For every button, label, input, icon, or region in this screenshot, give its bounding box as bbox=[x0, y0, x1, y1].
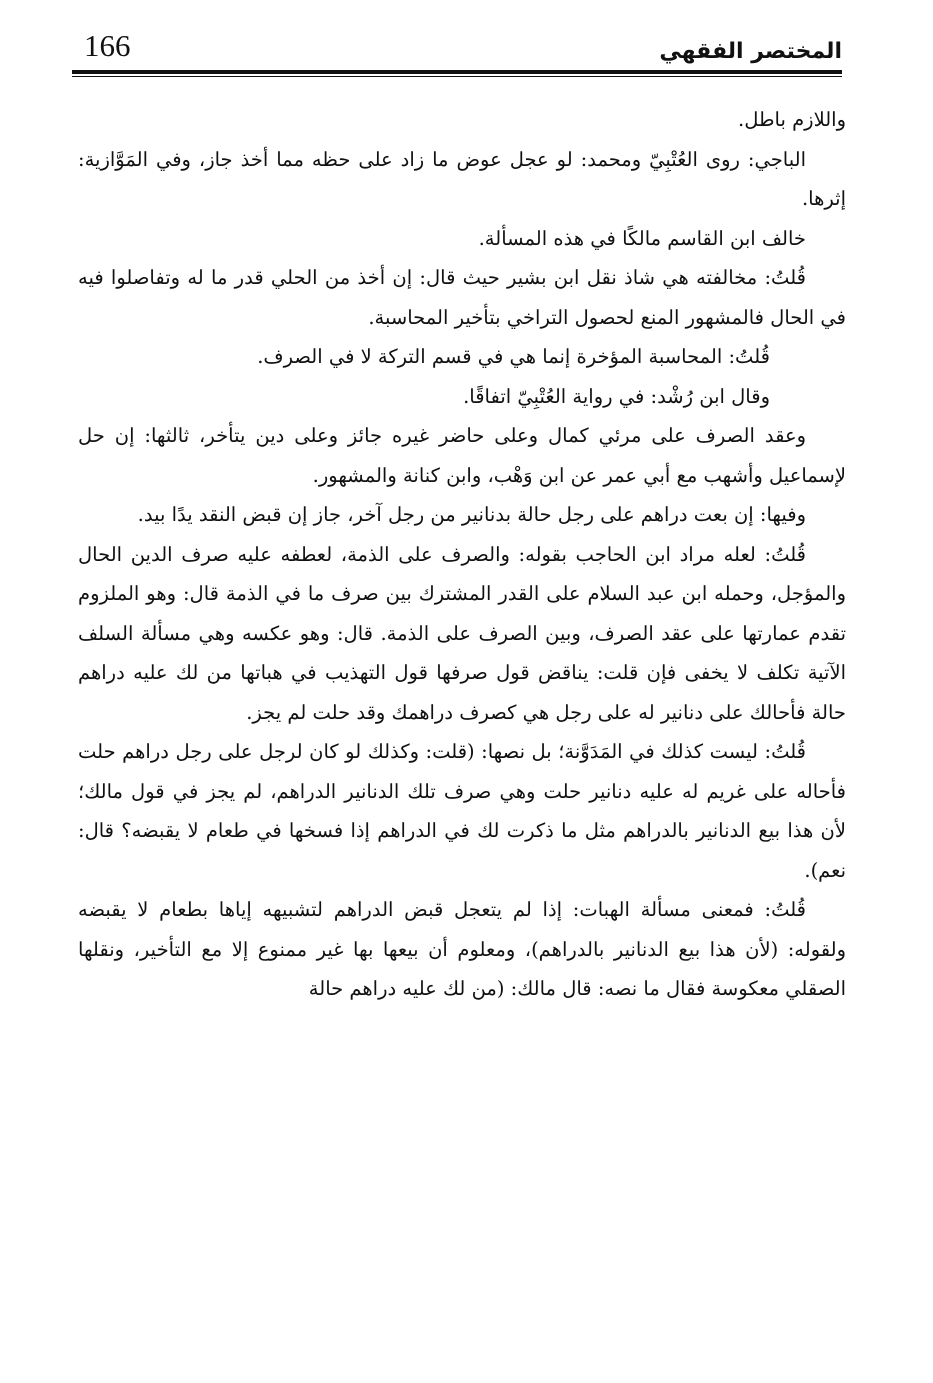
paragraph: قُلتُ: المحاسبة المؤخرة إنما هي في قسم التركة لا في الصرف. bbox=[257, 345, 770, 368]
paragraph: قُلتُ: مخالفته هي شاذ نقل ابن بشير حيث قال: إن أخذ من الحلي قدر ما له وتفاصلوا فيه في الحال فالمشهور المنع لحصول التراخي بتأخير المحاسبة. bbox=[78, 266, 846, 329]
paragraph: واللازم باطل. bbox=[738, 108, 846, 131]
page-header bbox=[72, 24, 842, 68]
page-body bbox=[78, 100, 846, 1009]
paragraph: خالف ابن القاسم مالكًا في هذه المسألة. bbox=[478, 226, 806, 250]
paragraph: قُلتُ: فمعنى مسألة الهبات: إذا لم يتعجل قبض الدراهم لتشبيهه إياها بطعام لا يقبضه ولقوله: (لأن هذا بيع الدنانير بالدراهم)، ومعلوم أن بيعها بها غير ممنوع إلا مع التأخير، ونقلها الصقلي معكوسة فقال ما نصه: قال مالك: (من لك عليه دراهم حالة bbox=[78, 898, 846, 1000]
header-rule-thick bbox=[72, 70, 842, 74]
running-title: المختصر الفقهي bbox=[659, 39, 842, 64]
paragraph: وعقد الصرف على مرئي كمال وعلى حاضر غيره جائز وعلى دين يتأخر، ثالثها: إن حل لإسماعيل وأشهب مع أبي عمر عن ابن وَهْب، وابن كنانة والمشهور. bbox=[78, 424, 846, 487]
page-number: 166 bbox=[84, 28, 131, 63]
header-rule-thin bbox=[72, 76, 842, 77]
paragraph: وقال ابن رُشْد: في رواية العُتْبِيّ اتفاقًا. bbox=[463, 384, 770, 408]
paragraph: قُلتُ: لعله مراد ابن الحاجب بقوله: والصرف على الذمة، لعطفه عليه صرف الدين الحال والمؤجل، وحمله ابن عبد السلام على القدر المشترك بين صرف ما في الذمة قال: وهو الملزوم تقدم عمارتها على عقد الصرف، وبين الصرف على الذمة. قال: وهو عكسه وهي مسألة السلف الآتية تكلف لا يخفى فإن قلت: يناقض قول صرفها قول التهذيب في هباتها من لك عليه دراهم حالة فأحالك على دنانير له على رجل هي كصرف دراهمك وقد حلت لم يجز. bbox=[78, 542, 846, 724]
paragraph: الباجي: روى العُتْبِيّ ومحمد: لو عجل عوض ما زاد على حظه مما أخذ جاز، وفي المَوَّازية: إثرها. bbox=[78, 147, 846, 210]
paragraph: وفيها: إن بعت دراهم على رجل حالة بدنانير من رجل آخر، جاز إن قبض النقد يدًا بيد. bbox=[137, 503, 806, 526]
paragraph: قُلتُ: ليست كذلك في المَدَوَّنة؛ بل نصها: (قلت: وكذلك لو كان لرجل على رجل دراهم حلت فأحاله على غريم له عليه دنانير حلت وهي صرف تلك الدنانير الدراهم، لم يجز في قول مالك؛ لأن هذا بيع الدنانير بالدراهم مثل ما ذكرت لك في الدراهم إذا فسخها في طعام لا يقبضه؟ قال: نعم). bbox=[78, 740, 846, 882]
